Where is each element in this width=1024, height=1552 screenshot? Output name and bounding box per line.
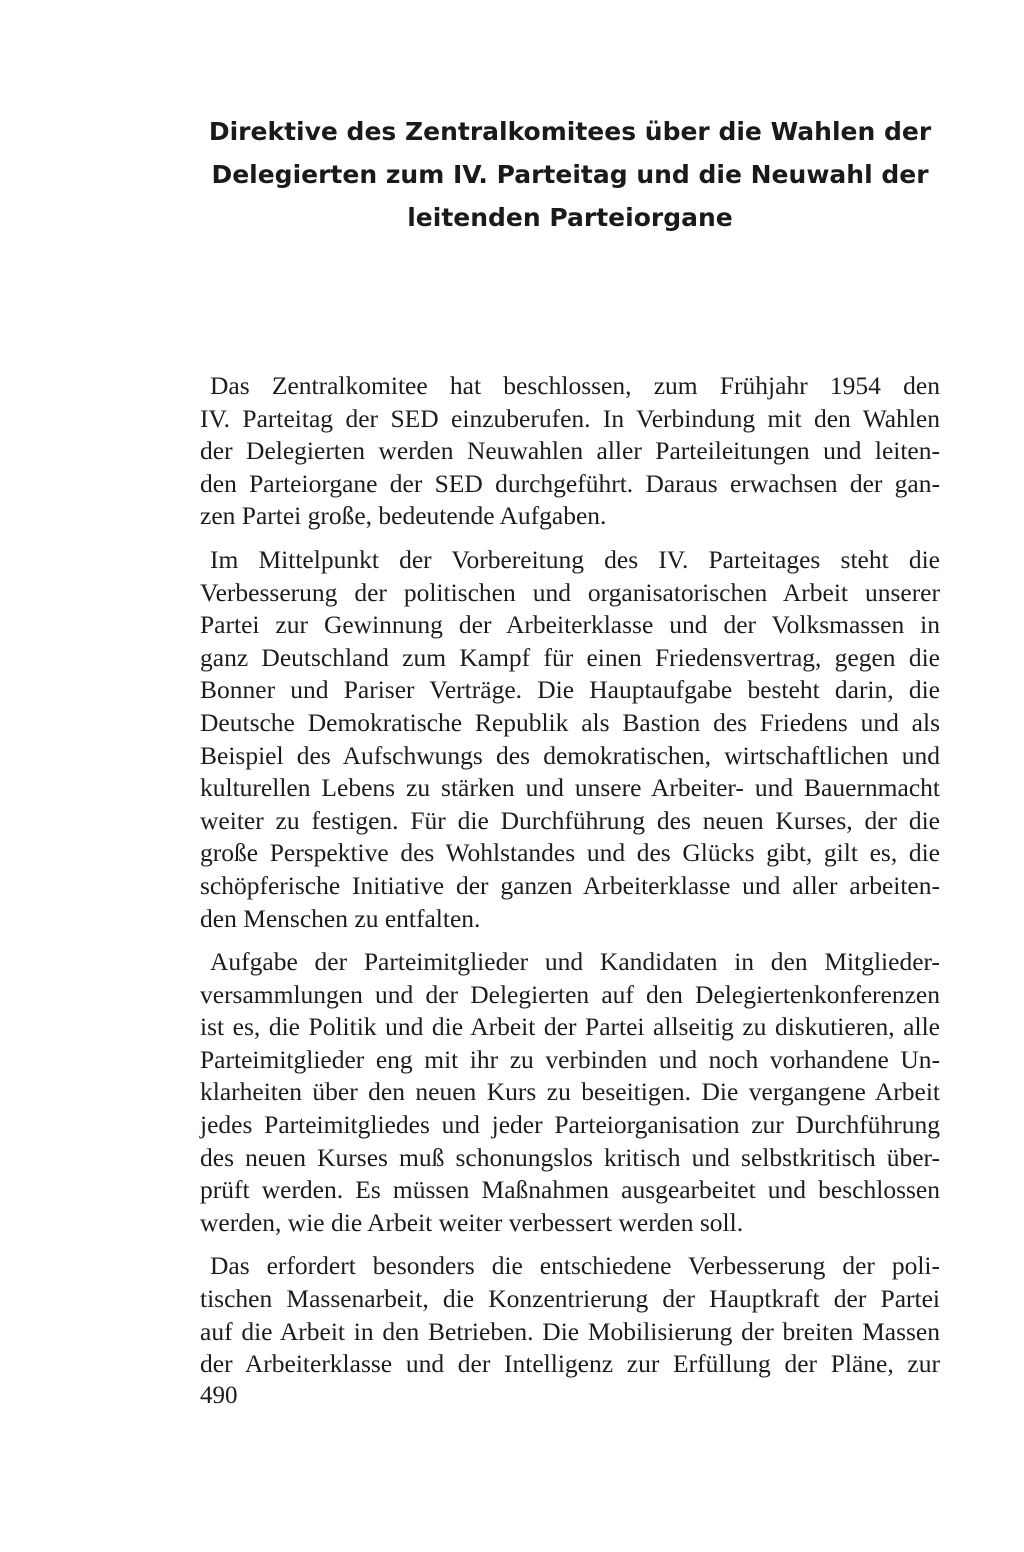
text-line: IV. Parteitag der SED einzuberufen. In Verbindung mit den Wahlen <box>200 403 940 433</box>
paragraph <box>200 1250 940 1380</box>
text-line: den Menschen zu entfalten. <box>200 903 481 933</box>
text-line: Bonner und Pariser Verträge. Die Hauptaufgabe besteht darin, die <box>200 675 940 705</box>
title-line: Delegierten zum IV. Parteitag und die Neuwahl der <box>211 160 929 189</box>
paragraph <box>200 946 940 1239</box>
paragraph <box>200 370 940 533</box>
text-line: tischen Massenarbeit, die Konzentrierung der Hauptkraft der Partei <box>200 1284 940 1314</box>
text-line: ganz Deutschland zum Kampf für einen Friedensvertrag, gegen die <box>200 642 940 672</box>
text-line: Parteimitglieder eng mit ihr zu verbinden und noch vorhandene Un- <box>200 1044 940 1074</box>
text-line: auf die Arbeit in den Betrieben. Die Mobilisierung der breiten Massen <box>200 1316 940 1346</box>
document-body <box>200 370 940 1392</box>
text-line: ist es, die Politik und die Arbeit der Partei allseitig zu diskutieren, alle <box>200 1012 940 1042</box>
text-line: Deutsche Demokratische Republik als Bastion des Friedens und als <box>200 707 940 737</box>
page-number: 490 <box>200 1382 238 1409</box>
text-line: versammlungen und der Delegierten auf den Delegiertenkonferenzen <box>200 979 940 1009</box>
text-line: der Delegierten werden Neuwahlen aller Parteileitungen und leiten- <box>200 436 940 466</box>
title-line: leitenden Parteiorgane <box>407 203 733 232</box>
text-line: große Perspektive des Wohlstandes und des Glücks gibt, gilt es, die <box>200 838 940 868</box>
title-line: Direktive des Zentralkomitees über die Wahlen der <box>208 117 932 146</box>
text-line: Partei zur Gewinnung der Arbeiterklasse und der Volksmassen in <box>200 610 940 640</box>
text-line: Verbesserung der politischen und organisatorischen Arbeit unserer <box>200 577 940 607</box>
text-line: den Parteiorgane der SED durchgeführt. Daraus erwachsen der gan- <box>200 468 940 498</box>
text-line: kulturellen Lebens zu stärken und unsere Arbeiter- und Bauernmacht <box>200 773 940 803</box>
text-line: jedes Parteimitgliedes und jeder Parteiorganisation zur Durchführung <box>200 1110 940 1140</box>
paragraph <box>200 544 940 935</box>
text-line: klarheiten über den neuen Kurs zu beseitigen. Die vergangene Arbeit <box>200 1077 940 1107</box>
text-line: Das Zentralkomitee hat beschlossen, zum Frühjahr 1954 den <box>210 371 940 400</box>
text-line: des neuen Kurses muß schonungslos kritisch und selbstkritisch über- <box>200 1142 940 1172</box>
text-line: Aufgabe der Parteimitglieder und Kandidaten in den Mitglieder- <box>210 947 940 977</box>
text-line: zen Partei große, bedeutende Aufgaben. <box>200 501 607 531</box>
text-line: werden, wie die Arbeit weiter verbessert werden soll. <box>200 1207 744 1237</box>
document-title <box>200 110 940 239</box>
text-line: Beispiel des Aufschwungs des demokratischen, wirtschaftlichen und <box>200 740 940 770</box>
text-line: der Arbeiterklasse und der Intelligenz zur Erfüllung der Pläne, zur <box>200 1349 940 1379</box>
text-line: Im Mittelpunkt der Vorbereitung des IV. Parteitages steht die <box>210 544 940 574</box>
text-line: schöpferische Initiative der ganzen Arbeiterklasse und aller arbeiten- <box>200 870 940 900</box>
text-line: Das erfordert besonders die entschiedene Verbesserung der poli- <box>210 1251 940 1281</box>
text-line: prüft werden. Es müssen Maßnahmen ausgearbeitet und beschlossen <box>200 1175 940 1205</box>
text-line: weiter zu festigen. Für die Durchführung des neuen Kurses, der die <box>200 805 940 835</box>
